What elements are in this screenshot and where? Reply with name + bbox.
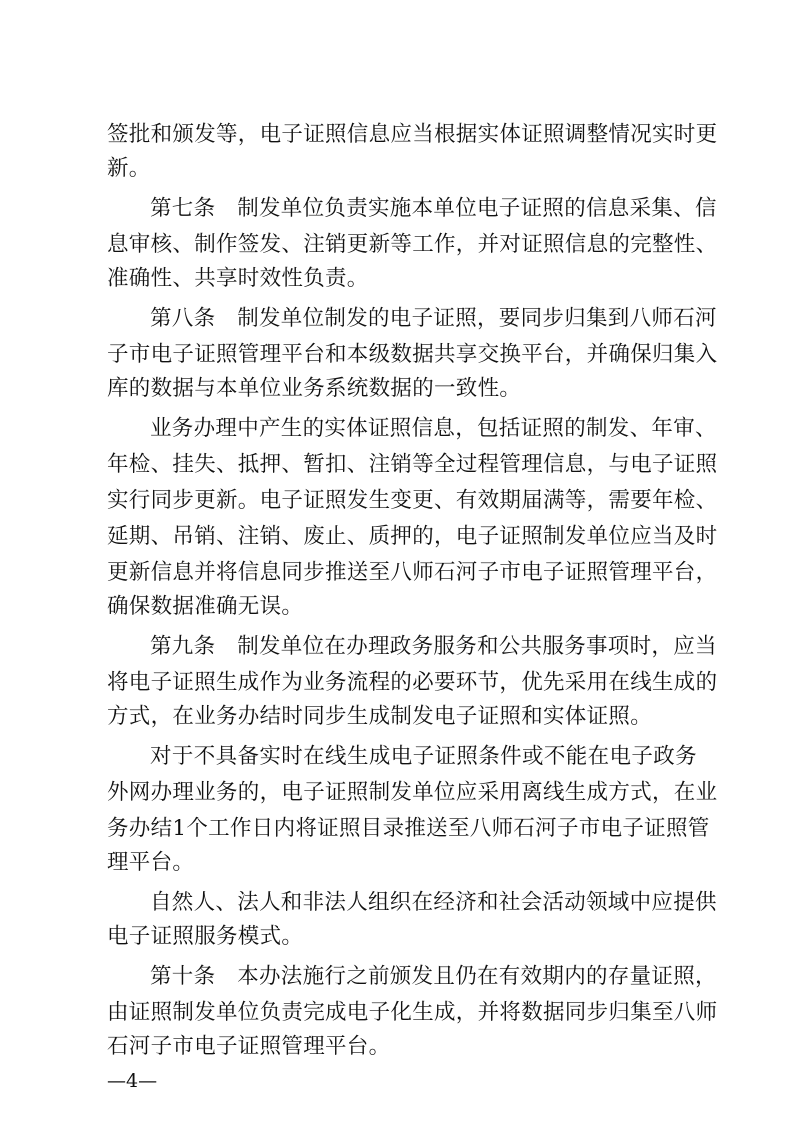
body-line: 由证照制发单位负责完成电子化生成，并将数据同步归集至八师 bbox=[107, 1000, 718, 1025]
body-line: 准确性、共享时效性负责。 bbox=[107, 266, 369, 291]
body-line: 方式，在业务办结时同步生成制发电子证照和实体证照。 bbox=[107, 704, 653, 729]
body-line: 实行同步更新。电子证照发生变更、有效期届满等，需要年检、 bbox=[107, 488, 718, 513]
article-8-heading-line: 第八条 制发单位制发的电子证照，要同步归集到八师石河 bbox=[150, 306, 717, 331]
body-line: 务办结1个工作日内将证照目录推送至八师石河子市电子证照管 bbox=[107, 816, 710, 841]
body-line: 确保数据准确无误。 bbox=[107, 594, 304, 619]
body-line: 电子证照服务模式。 bbox=[107, 924, 304, 949]
body-line: 签批和颁发等，电子证照信息应当根据实体证照调整情况实时更 bbox=[107, 122, 718, 147]
body-line: 库的数据与本单位业务系统数据的一致性。 bbox=[107, 376, 522, 401]
article-9-heading-line: 第九条 制发单位在办理政务服务和公共服务事项时，应当 bbox=[150, 634, 717, 659]
body-line: 延期、吊销、注销、废止、质押的，电子证照制发单位应当及时 bbox=[107, 524, 718, 549]
body-line: 子市电子证照管理平台和本级数据共享交换平台，并确保归集入 bbox=[107, 342, 718, 367]
body-line: 新。 bbox=[107, 156, 151, 181]
body-line: 业务办理中产生的实体证照信息，包括证照的制发、年审、 bbox=[150, 416, 717, 441]
body-line: 外网办理业务的，电子证照制发单位应采用离线生成方式，在业 bbox=[107, 780, 718, 805]
article-10-heading-line: 第十条 本办法施行之前颁发且仍在有效期内的存量证照， bbox=[150, 964, 717, 989]
body-line: 息审核、制作签发、注销更新等工作，并对证照信息的完整性、 bbox=[107, 232, 718, 257]
body-line: 理平台。 bbox=[107, 850, 195, 875]
body-line: 对于不具备实时在线生成电子证照条件或不能在电子政务 bbox=[150, 744, 697, 769]
body-line: 石河子市电子证照管理平台。 bbox=[107, 1034, 391, 1059]
page-number: —4— bbox=[107, 1070, 158, 1092]
article-7-heading-line: 第七条 制发单位负责实施本单位电子证照的信息采集、信 bbox=[150, 196, 717, 221]
body-line: 年检、挂失、抵押、暂扣、注销等全过程管理信息，与电子证照 bbox=[107, 452, 718, 477]
body-line: 自然人、法人和非法人组织在经济和社会活动领域中应提供 bbox=[150, 890, 717, 915]
body-line: 将电子证照生成作为业务流程的必要环节，优先采用在线生成的 bbox=[107, 670, 718, 695]
body-line: 更新信息并将信息同步推送至八师石河子市电子证照管理平台， bbox=[107, 560, 718, 585]
